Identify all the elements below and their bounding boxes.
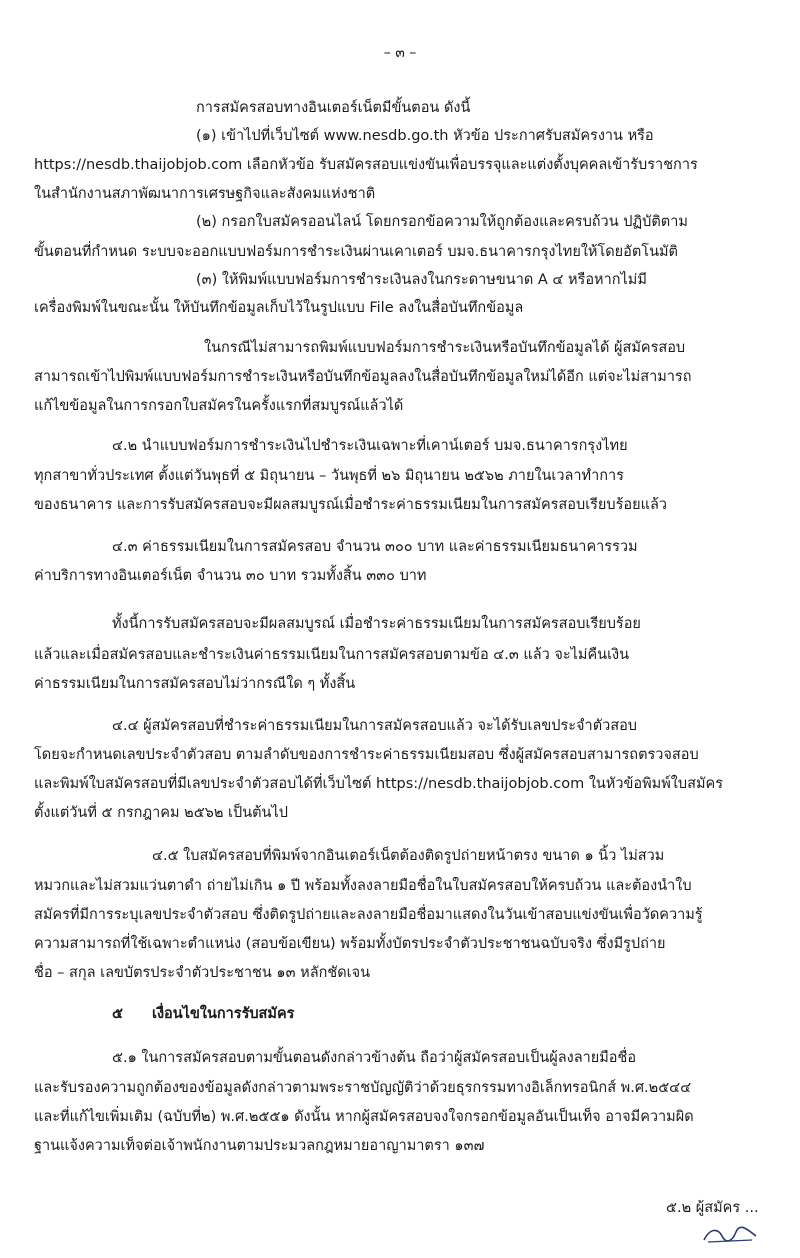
- text-line: สมัครที่มีการระบุเลขประจำตัวสอบ ซึ่งติดรูปถ่ายและลงลายมือชื่อมาแสดงในวันเข้าสอบแข่งขันเพื่อวัดความรู้: [34, 907, 703, 923]
- text-line: ฐานแจ้งความเท็จต่อเจ้าพนักงานตามประมวลกฎหมายอาญามาตรา ๑๓๗: [34, 1138, 485, 1154]
- text-line: หมวกและไม่สวมแว่นตาดำ ถ่ายไม่เกิน ๑ ปี พร้อมทั้งลงลายมือชื่อในใบสมัครสอบให้ครบถ้วน และต้องนำใบ: [34, 878, 692, 894]
- text-line: ในสำนักงานสภาพัฒนาการเศรษฐกิจและสังคมแห่งชาติ: [34, 186, 376, 202]
- text-line: ๔.๒ นำแบบฟอร์มการชำระเงินไปชำระเงินเฉพาะที่เคาน์เตอร์ บมจ.ธนาคารกรุงไทย: [112, 438, 628, 454]
- text-line: และพิมพ์ใบสมัครสอบที่มีเลขประจำตัวสอบได้ที่เว็บไซต์ https://nesdb.thaijobjob.com ในหัวข้อพิมพ์ใบสมัคร: [34, 776, 723, 792]
- text-line: ๔.๓ ค่าธรรมเนียมในการสมัครสอบ จำนวน ๓๐๐ บาท และค่าธรรมเนียมธนาคารรวม: [112, 539, 638, 555]
- text-line: ๔.๕ ใบสมัครสอบที่พิมพ์จากอินเตอร์เน็ตต้องติดรูปถ่ายหน้าตรง ขนาด ๑ นิ้ว ไม่สวม: [152, 848, 665, 864]
- text-line: https://nesdb.thaijobjob.com เลือกหัวข้อ รับสมัครสอบแข่งขันเพื่อบรรจุและแต่งตั้งบุคคลเข้ารับราชการ: [34, 157, 698, 173]
- text-line: แล้วและเมื่อสมัครสอบและชำระเงินค่าธรรมเนียมในการสมัครสอบตามข้อ ๔.๓ แล้ว จะไม่คืนเงิน: [34, 647, 630, 663]
- text-line: (๓) ให้พิมพ์แบบฟอร์มการชำระเงินลงในกระดาษขนาด A ๔ หรือหากไม่มี: [196, 272, 647, 288]
- text-line: (๒) กรอกใบสมัครออนไลน์ โดยกรอกข้อความให้ถูกต้องและครบถ้วน ปฏิบัติตาม: [196, 214, 688, 230]
- section-heading: เงื่อนไขในการรับสมัคร: [152, 1006, 295, 1022]
- text-line: และรับรองความถูกต้องของข้อมูลดังกล่าวตามพระราชบัญญัติว่าด้วยธุรกรรมทางอิเล็กทรอนิกส์ พ.ศ.๒๕๔๔: [34, 1080, 692, 1096]
- text-line: การสมัครสอบทางอินเตอร์เน็ตมีขั้นตอน ดังนี้: [196, 100, 471, 116]
- text-line: ๕.๑ ในการสมัครสอบตามขั้นตอนดังกล่าวข้างต้น ถือว่าผู้สมัครสอบเป็นผู้ลงลายมือชื่อ: [112, 1050, 637, 1066]
- text-line: ค่าบริการทางอินเตอร์เน็ต จำนวน ๓๐ บาท รวมทั้งสิ้น ๓๓๐ บาท: [34, 568, 427, 584]
- text-line: ตั้งแต่วันที่ ๕ กรกฎาคม ๒๕๖๒ เป็นต้นไป: [34, 805, 288, 821]
- text-line: เครื่องพิมพ์ในขณะนั้น ให้บันทึกข้อมูลเก็บไว้ในรูปแบบ File ลงในสื่อบันทึกข้อมูล: [34, 300, 524, 316]
- initials-signature: [700, 1222, 760, 1246]
- text-line: ความสามารถที่ใช้เฉพาะตำแหน่ง (สอบข้อเขียน) พร้อมทั้งบัตรประจำตัวประชาชนฉบับจริง ซึ่งมีรูปถ่าย: [34, 936, 666, 952]
- text-line: ขั้นตอนที่กำหนด ระบบจะออกแบบฟอร์มการชำระเงินผ่านเคาเตอร์ บมจ.ธนาคารกรุงไทยให้โดยอัตโนมัติ: [34, 244, 678, 260]
- text-line: ในกรณีไม่สามารถพิมพ์แบบฟอร์มการชำระเงินหรือบันทึกข้อมูลได้ ผู้สมัครสอบ: [204, 340, 686, 356]
- text-line: ทั้งนี้การรับสมัครสอบจะมีผลสมบูรณ์ เมื่อชำระค่าธรรมเนียมในการสมัครสอบเรียบร้อย: [112, 616, 641, 632]
- continuation-note: ๕.๒ ผู้สมัคร ...: [666, 1200, 759, 1216]
- text-line: ๔.๔ ผู้สมัครสอบที่ชำระค่าธรรมเนียมในการสมัครสอบแล้ว จะได้รับเลขประจำตัวสอบ: [112, 718, 638, 734]
- text-line: และที่แก้ไขเพิ่มเติม (ฉบับที่๒) พ.ศ.๒๕๕๑ ดังนั้น หากผู้สมัครสอบจงใจกรอกข้อมูลอันเป็นเท็จ อาจมีความผิด: [34, 1109, 694, 1125]
- text-line: ของธนาคาร และการรับสมัครสอบจะมีผลสมบูรณ์เมื่อชำระค่าธรรมเนียมในการสมัครสอบเรียบร้อยแล้ว: [34, 497, 668, 513]
- text-line: ทุกสาขาทั่วประเทศ ตั้งแต่วันพุธที่ ๕ มิถุนายน – วันพุธที่ ๒๖ มิถุนายน ๒๕๖๒ ภายในเวลาทำการ: [34, 468, 624, 484]
- text-line: โดยจะกำหนดเลขประจำตัวสอบ ตามลำดับของการชำระค่าธรรมเนียมสอบ ซึ่งผู้สมัครสอบสามารถตรวจสอบ: [34, 747, 699, 763]
- section-number: ๕: [112, 1006, 123, 1022]
- text-line: (๑) เข้าไปที่เว็บไซต์ www.nesdb.go.th หัวข้อ ประกาศรับสมัครงาน หรือ: [196, 128, 654, 144]
- text-line: แก้ไขข้อมูลในการกรอกใบสมัครในครั้งแรกที่สมบูรณ์แล้วได้: [34, 398, 404, 414]
- page-number: – ๓ –: [383, 45, 417, 61]
- text-line: ชื่อ – สกุล เลขบัตรประจำตัวประชาชน ๑๓ หลักชัดเจน: [34, 965, 370, 981]
- text-line: ค่าธรรมเนียมในการสมัครสอบไม่ว่ากรณีใด ๆ ทั้งสิ้น: [34, 676, 356, 692]
- text-line: สามารถเข้าไปพิมพ์แบบฟอร์มการชำระเงินหรือบันทึกข้อมูลลงในสื่อบันทึกข้อมูลใหม่ได้อีก แต่จะไม่สามารถ: [34, 369, 692, 385]
